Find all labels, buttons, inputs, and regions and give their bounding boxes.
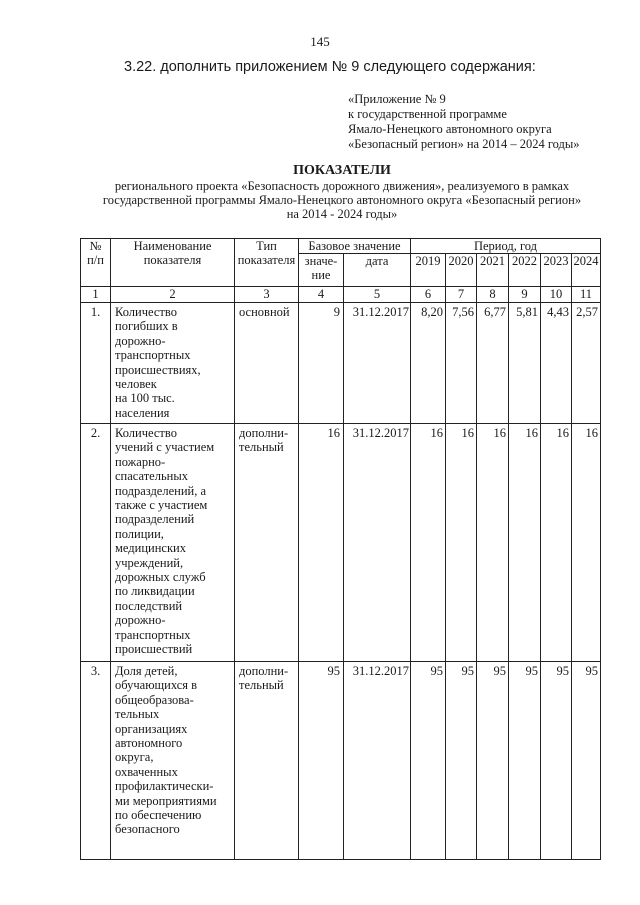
base-value: 9 xyxy=(299,303,344,424)
name-line: медицинских xyxy=(115,541,186,556)
base-date: 31.12.2017 xyxy=(344,662,411,860)
header-year: 2023 xyxy=(541,254,572,287)
subtitle-line: регионального проекта «Безопасность дорожного движения», реализуемого в рамках xyxy=(114,179,570,193)
name-line: дорожно- xyxy=(115,613,166,628)
name-line: Доля детей, xyxy=(115,664,178,678)
header-year: 2020 xyxy=(446,254,477,287)
base-date: 31.12.2017 xyxy=(344,424,411,662)
year-value: 8,20 xyxy=(411,303,446,424)
name-line: по ликвидации xyxy=(115,584,195,599)
table-row xyxy=(81,303,601,424)
year-value: 4,43 xyxy=(541,303,572,424)
header-text: Наименование xyxy=(133,239,212,253)
header-text: показателя xyxy=(237,253,296,267)
row-number: 2. xyxy=(81,424,111,662)
type-line: тельный xyxy=(239,678,284,693)
indicator-name xyxy=(111,424,235,662)
type-line: дополни- xyxy=(239,426,289,440)
column-number: 5 xyxy=(344,287,411,303)
name-line: по обеспечению xyxy=(115,808,202,823)
type-line: основной xyxy=(239,305,290,319)
year-value: 95 xyxy=(541,662,572,860)
name-line: спасательных xyxy=(115,469,188,484)
base-value: 16 xyxy=(299,424,344,662)
year-value: 95 xyxy=(477,662,509,860)
indicator-name xyxy=(111,662,235,860)
header-text: Тип xyxy=(256,239,277,253)
name-line: учреждений, xyxy=(115,555,184,570)
column-number: 3 xyxy=(235,287,299,303)
column-number: 7 xyxy=(446,287,477,303)
column-number: 9 xyxy=(509,287,541,303)
header-period: Период, год xyxy=(411,239,601,254)
name-line: пожарно- xyxy=(115,454,166,469)
year-value: 16 xyxy=(477,424,509,662)
name-line: погибших в xyxy=(115,319,178,334)
name-line: населения xyxy=(115,405,170,420)
name-line: происшествиях, xyxy=(115,362,201,377)
header-text: ние xyxy=(311,268,331,282)
header-row xyxy=(81,239,601,254)
year-value: 95 xyxy=(411,662,446,860)
year-value: 2,57 xyxy=(572,303,601,424)
year-value: 5,81 xyxy=(509,303,541,424)
row-number: 3. xyxy=(81,662,111,860)
year-value: 16 xyxy=(572,424,601,662)
year-value: 6,77 xyxy=(477,303,509,424)
year-value: 16 xyxy=(446,424,477,662)
annex-line: «Приложение № 9 xyxy=(348,92,446,106)
indicator-type xyxy=(235,303,299,424)
annex-line: Ямало-Ненецкого автономного округа xyxy=(348,122,552,136)
annex-line: к государственной программе xyxy=(348,107,507,121)
column-number-row xyxy=(81,287,601,303)
name-line: на 100 тыс. xyxy=(115,391,175,406)
name-line: дорожных служб xyxy=(115,570,206,585)
column-number: 6 xyxy=(411,287,446,303)
header-year: 2022 xyxy=(509,254,541,287)
table-row xyxy=(81,424,601,662)
year-value: 16 xyxy=(509,424,541,662)
name-line: полиции, xyxy=(115,526,164,541)
column-number: 1 xyxy=(81,287,111,303)
name-line: общеобразова- xyxy=(115,692,194,707)
header-base: Базовое значение xyxy=(299,239,411,254)
subtitle-line: государственной программы Ямало-Ненецкого автономного округа «Безопасный регион» xyxy=(102,193,582,207)
column-number: 8 xyxy=(477,287,509,303)
base-value: 95 xyxy=(299,662,344,860)
column-number: 4 xyxy=(299,287,344,303)
header-type xyxy=(235,239,299,287)
name-line: обучающихся в xyxy=(115,678,198,693)
type-line: тельный xyxy=(239,440,284,455)
subtitle-line: на 2014 - 2024 годы» xyxy=(286,207,398,221)
indicator-name xyxy=(111,303,235,424)
name-line: ми мероприятиями xyxy=(115,793,217,808)
name-line: подразделений, а xyxy=(115,483,207,498)
name-line: транспортных xyxy=(115,627,191,642)
name-line: тельных xyxy=(115,707,160,722)
column-number: 11 xyxy=(572,287,601,303)
year-value: 7,56 xyxy=(446,303,477,424)
header-base-date: дата xyxy=(344,254,411,287)
name-line: Количество xyxy=(115,305,177,319)
header-base-value xyxy=(299,254,344,287)
type-line: дополни- xyxy=(239,664,289,678)
column-number: 10 xyxy=(541,287,572,303)
column-number: 2 xyxy=(111,287,235,303)
year-value: 95 xyxy=(509,662,541,860)
header-text: показателя xyxy=(143,253,202,267)
indicator-type xyxy=(235,662,299,860)
year-value: 95 xyxy=(446,662,477,860)
name-line: округа, xyxy=(115,750,154,765)
annex-header xyxy=(348,92,580,152)
base-date: 31.12.2017 xyxy=(344,303,411,424)
name-line: профилактически- xyxy=(115,779,214,794)
header-year: 2021 xyxy=(477,254,509,287)
table-row xyxy=(81,662,601,860)
header-year: 2019 xyxy=(411,254,446,287)
year-value: 95 xyxy=(572,662,601,860)
name-line: автономного xyxy=(115,736,183,751)
name-line: транспортных xyxy=(115,348,191,363)
row-number: 1. xyxy=(81,303,111,424)
name-line: учений с участием xyxy=(115,440,215,455)
name-line: человек xyxy=(115,377,157,392)
indicator-type xyxy=(235,424,299,662)
year-value: 16 xyxy=(411,424,446,662)
amendment-intro: 3.22. дополнить приложением № 9 следующего содержания: xyxy=(124,59,536,75)
name-line: последствий xyxy=(115,598,183,613)
name-line: также с участием xyxy=(115,498,208,513)
document-title: ПОКАЗАТЕЛИ xyxy=(293,163,391,178)
header-name xyxy=(111,239,235,287)
name-line: происшествий xyxy=(115,642,193,657)
document-subtitle xyxy=(0,179,640,221)
header-year: 2024 xyxy=(572,254,601,287)
indicators-table xyxy=(80,238,601,860)
name-line: организациях xyxy=(115,721,188,736)
header-no xyxy=(81,239,111,287)
name-line: дорожно- xyxy=(115,333,166,348)
name-line: Количество xyxy=(115,426,177,440)
header-text: № xyxy=(89,239,102,253)
year-value: 16 xyxy=(541,424,572,662)
page-number: 145 xyxy=(310,34,330,49)
annex-line: «Безопасный регион» на 2014 – 2024 годы» xyxy=(348,137,580,151)
header-text: п/п xyxy=(87,253,104,267)
name-line: охваченных xyxy=(115,764,178,779)
name-line: безопасного xyxy=(115,822,180,837)
header-text: значе- xyxy=(304,254,338,268)
name-line: подразделений xyxy=(115,512,195,527)
